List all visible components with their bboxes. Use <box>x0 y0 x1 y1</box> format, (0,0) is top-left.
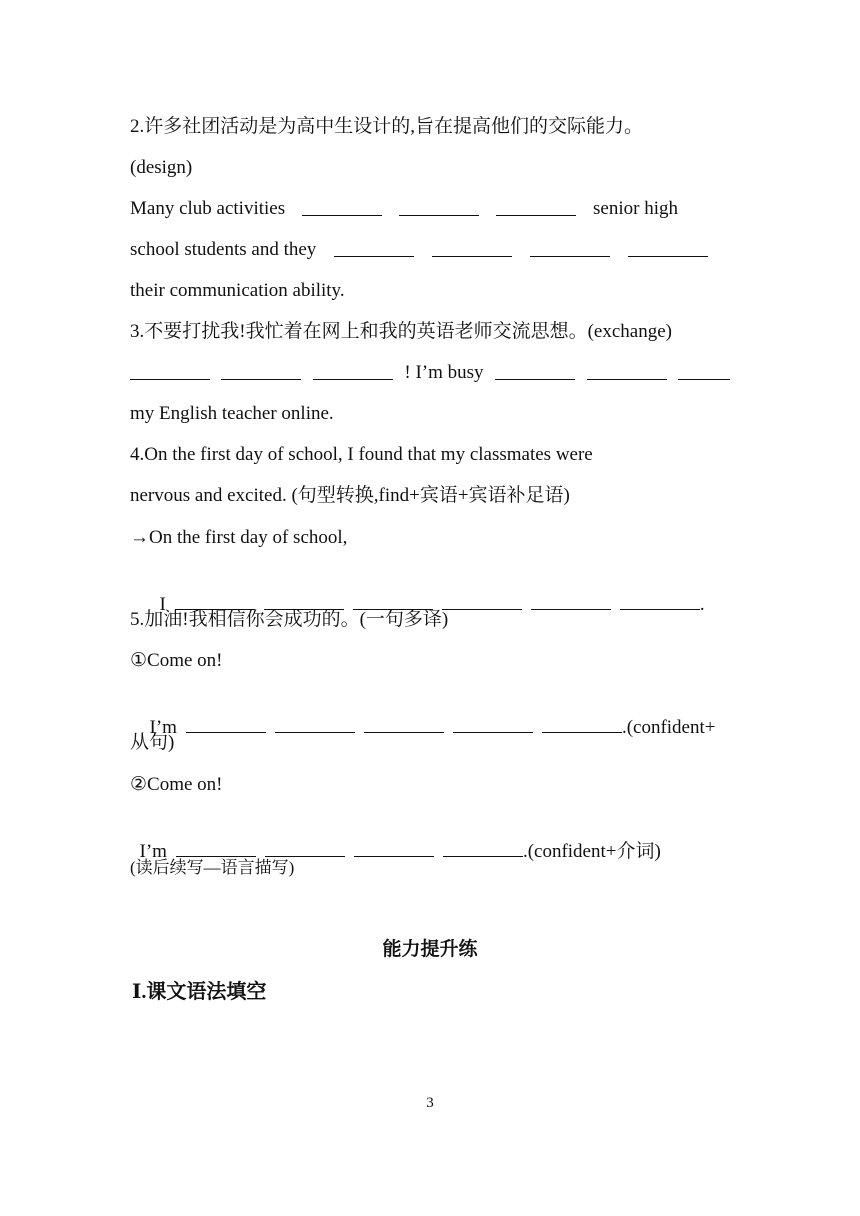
q3-line1-mid: ! I’m busy <box>404 362 484 383</box>
q5-chinese: 5.加油!我相信你会成功的。(一句多译) <box>130 609 449 630</box>
q4-line4-end: . <box>699 594 705 615</box>
q5-item2-label: ②Come on! <box>130 774 223 795</box>
blank[interactable] <box>495 361 575 380</box>
blank[interactable] <box>530 238 610 257</box>
blank[interactable] <box>354 838 434 857</box>
q5-item1-end: .(confident+ <box>621 717 716 738</box>
q4-line1: 4.On the first day of school, I found that my classmates were <box>130 444 593 465</box>
q5-item1-label: ①Come on! <box>130 650 223 671</box>
q2-line3: their communication ability. <box>130 280 345 301</box>
q2-line1 <box>130 197 678 221</box>
section-title: 能力提升练 <box>382 939 478 960</box>
blank[interactable] <box>176 838 256 857</box>
page-number: 3 <box>426 1095 434 1111</box>
blank[interactable] <box>364 714 444 733</box>
q5-item1-start: I’m <box>149 717 177 738</box>
blank[interactable] <box>432 238 512 257</box>
blank[interactable] <box>221 361 301 380</box>
blank[interactable] <box>275 714 355 733</box>
blank[interactable] <box>443 838 523 857</box>
q5-item2-start: I’m <box>139 841 167 862</box>
q2-line2 <box>130 238 708 262</box>
q2-line1-end: senior high <box>593 198 678 219</box>
q4-line2: nervous and excited. (句型转换,find+宾语+宾语补足语) <box>130 485 570 506</box>
blank[interactable] <box>531 591 611 610</box>
q2-hint: (design) <box>130 157 193 178</box>
q5-item2-end: .(confident+介词) <box>522 841 661 862</box>
blank[interactable] <box>399 197 479 216</box>
q3-chinese: 3.不要打扰我!我忙着在网上和我的英语老师交流思想。(exchange) <box>130 321 672 342</box>
blank[interactable] <box>265 838 345 857</box>
blank[interactable] <box>186 714 266 733</box>
blank[interactable] <box>334 238 414 257</box>
blank[interactable] <box>620 591 700 610</box>
blank[interactable] <box>442 591 522 610</box>
blank[interactable] <box>628 238 708 257</box>
q5-item1-line <box>140 690 715 740</box>
q2-line2-start: school students and they <box>130 239 317 260</box>
q5-item1-cont: 从句) <box>130 732 175 753</box>
blank[interactable] <box>542 714 622 733</box>
q2-chinese: 2.许多社团活动是为高中生设计的,旨在提高他们的交际能力。 <box>130 116 644 137</box>
blank[interactable] <box>130 361 210 380</box>
q4-line4-start: I <box>159 594 166 615</box>
blank[interactable] <box>587 361 667 380</box>
blank[interactable] <box>496 197 576 216</box>
subsection-title: Ⅰ.课文语法填空 <box>132 981 267 1003</box>
blank[interactable] <box>302 197 382 216</box>
blank[interactable] <box>313 361 393 380</box>
q4-line3: →On the first day of school, <box>130 527 348 548</box>
writing-note: (读后续写—语言描写) <box>130 858 295 877</box>
q3-line1 <box>130 361 730 385</box>
q3-line2: my English teacher online. <box>130 403 334 424</box>
blank[interactable] <box>453 714 533 733</box>
blank[interactable] <box>678 361 730 380</box>
q2-line1-start: Many club activities <box>130 198 286 219</box>
